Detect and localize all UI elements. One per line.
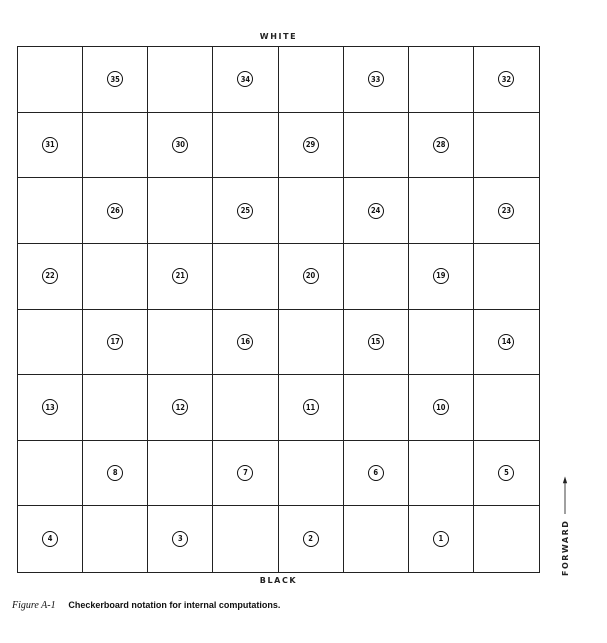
square-number: 35	[107, 71, 123, 87]
board-square	[344, 375, 409, 441]
square-number: 17	[107, 334, 123, 350]
square-number: 7	[237, 465, 253, 481]
board-square	[83, 244, 148, 310]
square-number: 12	[172, 399, 188, 415]
square-number: 11	[303, 399, 319, 415]
square-number: 14	[498, 334, 514, 350]
board-square	[474, 441, 539, 507]
square-number: 33	[368, 71, 384, 87]
board-square	[213, 47, 278, 113]
board-square	[148, 113, 213, 179]
board-square	[279, 441, 344, 507]
board-square	[18, 441, 83, 507]
board-square	[409, 375, 474, 441]
board-square	[83, 310, 148, 376]
board-square	[279, 375, 344, 441]
square-number: 13	[42, 399, 58, 415]
board-square	[213, 178, 278, 244]
board-square	[409, 310, 474, 376]
square-number: 30	[172, 137, 188, 153]
board-square	[279, 47, 344, 113]
board-square	[344, 506, 409, 572]
square-number: 22	[42, 268, 58, 284]
board-square	[83, 441, 148, 507]
square-number: 4	[42, 531, 58, 547]
square-number: 5	[498, 465, 514, 481]
board-square	[409, 178, 474, 244]
black-side-label: BLACK	[259, 576, 298, 585]
board-square	[409, 506, 474, 572]
square-number: 24	[368, 203, 384, 219]
board-square	[409, 441, 474, 507]
square-number: 16	[237, 334, 253, 350]
forward-indicator	[542, 476, 572, 576]
square-number: 15	[368, 334, 384, 350]
board-square	[148, 47, 213, 113]
board-square	[213, 506, 278, 572]
square-number: 29	[303, 137, 319, 153]
square-number: 3	[172, 531, 188, 547]
board-square	[474, 178, 539, 244]
white-side-label: WHITE	[259, 32, 298, 41]
figure-number: Figure A-1	[12, 600, 56, 611]
board-square	[148, 441, 213, 507]
board-square	[18, 506, 83, 572]
board-square	[279, 310, 344, 376]
square-number: 34	[237, 71, 253, 87]
board-square	[83, 47, 148, 113]
board-square	[279, 113, 344, 179]
board-square	[83, 113, 148, 179]
board-square	[148, 506, 213, 572]
square-number: 31	[42, 137, 58, 153]
board-square	[148, 310, 213, 376]
square-number: 25	[237, 203, 253, 219]
board-square	[409, 47, 474, 113]
caption-text: Checkerboard notation for internal computations.	[68, 600, 281, 610]
board-square	[344, 113, 409, 179]
board-square	[474, 375, 539, 441]
board-square	[344, 178, 409, 244]
board-square	[474, 113, 539, 179]
forward-label: FORWARD	[560, 519, 570, 576]
figure-caption	[12, 600, 280, 611]
board-square	[213, 310, 278, 376]
checkerboard	[17, 46, 540, 573]
arrow-right-icon	[561, 476, 569, 514]
board-square	[18, 244, 83, 310]
board-square	[344, 441, 409, 507]
square-number: 8	[107, 465, 123, 481]
board-square	[344, 47, 409, 113]
square-number: 10	[433, 399, 449, 415]
board-square	[18, 113, 83, 179]
square-number: 26	[107, 203, 123, 219]
square-number: 6	[368, 465, 384, 481]
board-square	[18, 178, 83, 244]
square-number: 28	[433, 137, 449, 153]
board-square	[83, 506, 148, 572]
board-square	[83, 375, 148, 441]
board-square	[213, 244, 278, 310]
board-square	[344, 244, 409, 310]
board-square	[148, 375, 213, 441]
square-number: 32	[498, 71, 514, 87]
board-square	[474, 310, 539, 376]
board-square	[474, 244, 539, 310]
board-square	[344, 310, 409, 376]
board-square	[279, 244, 344, 310]
board-square	[148, 244, 213, 310]
board-square	[213, 113, 278, 179]
board-square	[279, 506, 344, 572]
board-square	[474, 47, 539, 113]
board-square	[409, 113, 474, 179]
board-square	[18, 310, 83, 376]
square-number: 2	[303, 531, 319, 547]
square-number: 19	[433, 268, 449, 284]
board-square	[148, 178, 213, 244]
board-square	[18, 47, 83, 113]
square-number: 20	[303, 268, 319, 284]
board-square	[83, 178, 148, 244]
board-square	[213, 441, 278, 507]
board-square	[409, 244, 474, 310]
board-square	[279, 178, 344, 244]
board-square	[474, 506, 539, 572]
square-number: 23	[498, 203, 514, 219]
board-square	[18, 375, 83, 441]
board-square	[213, 375, 278, 441]
square-number: 21	[172, 268, 188, 284]
square-number: 1	[433, 531, 449, 547]
